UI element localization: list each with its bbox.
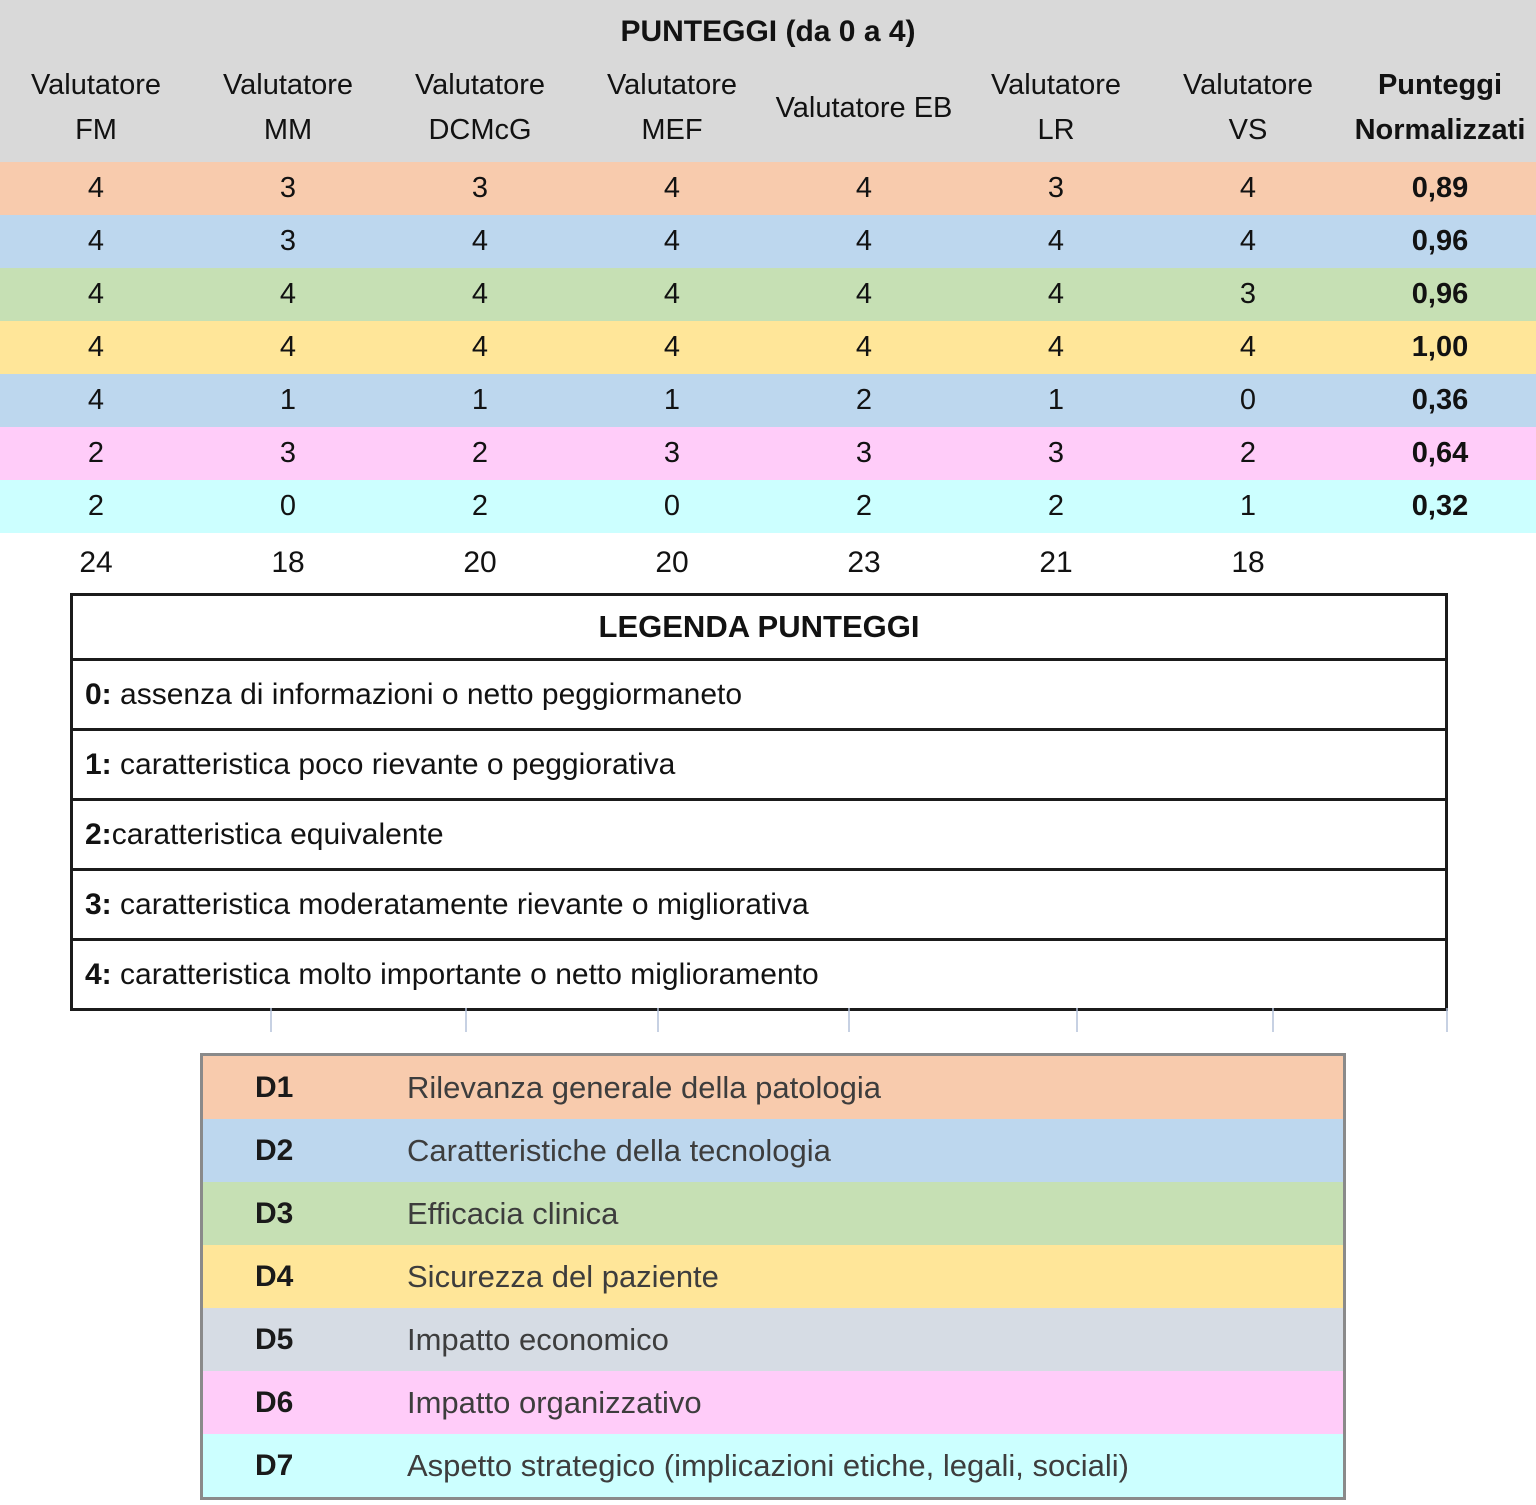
total-cell: 21 [1039,546,1073,579]
dimension-code: D5 [255,1322,294,1356]
dimension-code: D2 [255,1133,294,1167]
score-row-D1 [0,162,1536,215]
total-cell: 23 [847,546,881,579]
column-header-EB: Valutatore EB [775,91,953,124]
score-legend-item-3 [73,871,1445,941]
dimension-label: Impatto economico [407,1321,669,1357]
score-cell: 4 [471,278,489,310]
score-cell: 4 [663,331,681,363]
score-cell: 4 [87,172,105,204]
dimension-code: D4 [255,1259,294,1293]
score-legend-text: caratteristica moderatamente rievante o migliorativa [111,888,809,921]
total-cell: 20 [463,546,497,579]
dimension-code: D1 [255,1070,294,1104]
score-cell: 1 [663,384,681,416]
score-cell: 2 [471,437,489,469]
score-cell: 2 [855,490,873,522]
score-cell: 2 [87,437,105,469]
scores-column-headers [0,58,1536,162]
score-cell: 3 [279,437,297,469]
score-cell: 4 [1047,278,1065,310]
score-cell: 3 [471,172,489,204]
score-legend-key: 4: [85,958,112,991]
score-cell: 4 [663,225,681,257]
score-legend-text: caratteristica poco rievante o peggiorativa [111,748,676,781]
score-row-D2 [0,215,1536,268]
score-legend-key: 0: [85,678,112,711]
score-cell: 4 [471,331,489,363]
score-cell: 4 [87,331,105,363]
score-cell: 4 [279,331,297,363]
dimension-row-D7 [203,1434,1343,1497]
dimension-row-D2 [203,1119,1343,1182]
score-row-D7 [0,480,1536,533]
score-legend-item-2 [73,801,1445,871]
score-cell: 4 [87,225,105,257]
dimension-code: D3 [255,1196,294,1230]
axis-tick [465,1008,467,1032]
dimension-label: Impatto organizzativo [407,1384,702,1420]
score-cell: 4 [855,278,873,310]
score-cell: 3 [1239,278,1257,310]
dimension-row-D5 [203,1308,1343,1371]
score-row-D6 [0,427,1536,480]
axis-tick [1446,1008,1448,1032]
axis-tick [848,1008,850,1032]
score-cell: 4 [1239,172,1257,204]
score-row-D5 [0,374,1536,427]
column-header-normalizzati: Punteggi Normalizzati [1354,69,1526,146]
score-cell: 2 [87,490,105,522]
column-header-DCMcG: Valutatore DCMcG [414,69,546,146]
dimension-label: Sicurezza del paziente [407,1258,719,1294]
score-cell: 4 [87,384,105,416]
score-cell: 4 [1239,331,1257,363]
score-cell: 4 [663,172,681,204]
score-cell: 4 [855,172,873,204]
axis-tick [270,1008,272,1032]
dimension-row-D6 [203,1371,1343,1434]
axis-tick [657,1008,659,1032]
score-legend-key: 1: [85,748,112,781]
score-cell: 1 [1047,384,1065,416]
score-cell: 1 [471,384,489,416]
score-cell: 4 [1047,225,1065,257]
scores-totals-row [0,533,1536,593]
score-cell: 4 [471,225,489,257]
total-cell: 20 [655,546,689,579]
axis-tick [1076,1008,1078,1032]
score-cell: 4 [87,278,105,310]
column-header-MEF: Valutatore MEF [606,69,738,146]
score-cell: 4 [1239,225,1257,257]
score-cell: 2 [855,384,873,416]
score-cell: 4 [279,278,297,310]
score-cell: 0 [279,490,297,522]
score-cell: 2 [1239,437,1257,469]
dimension-row-D4 [203,1245,1343,1308]
dimension-label: Rilevanza generale della patologia [407,1069,881,1105]
normalized-score-cell: 0,89 [1411,172,1469,204]
score-cell: 0 [1239,384,1257,416]
score-cell: 1 [1239,490,1257,522]
score-cell: 3 [855,437,873,469]
score-row-D4 [0,321,1536,374]
score-cell: 1 [279,384,297,416]
score-cell: 3 [663,437,681,469]
score-cell: 4 [1047,331,1065,363]
dimension-row-D3 [203,1182,1343,1245]
total-cell: 24 [79,546,113,579]
score-legend-table [70,593,1448,1011]
score-cell: 2 [1047,490,1065,522]
dimension-label: Aspetto strategico (implicazioni etiche, legali, sociali) [407,1447,1129,1483]
score-cell: 3 [279,172,297,204]
score-cell: 2 [471,490,489,522]
normalized-score-cell: 1,00 [1411,331,1469,363]
dimension-label: Efficacia clinica [407,1195,619,1231]
score-legend-item-1 [73,731,1445,801]
dimension-label: Caratteristiche della tecnologia [407,1132,831,1168]
column-header-FM: Valutatore FM [30,69,162,146]
column-header-MM: Valutatore MM [222,69,354,146]
score-legend-text: caratteristica molto importante o netto miglioramento [111,958,819,991]
score-legend-title: LEGENDA PUNTEGGI [73,596,1445,661]
column-header-LR: Valutatore LR [990,69,1122,146]
score-row-D3 [0,268,1536,321]
dimension-code: D7 [255,1448,294,1482]
axis-tick [1272,1008,1274,1032]
total-cell: 18 [271,546,305,579]
normalized-score-cell: 0,36 [1411,384,1469,416]
score-legend-text: caratteristica equivalente [111,818,444,851]
dimension-row-D1 [203,1056,1343,1119]
score-cell: 3 [1047,172,1065,204]
score-cell: 3 [1047,437,1065,469]
score-legend-items [73,661,1445,1008]
score-cell: 4 [855,331,873,363]
score-legend-text: assenza di informazioni o netto peggiormaneto [111,678,743,711]
score-legend-item-0 [73,661,1445,731]
dimension-code: D6 [255,1385,294,1419]
scores-table-body [0,162,1536,533]
score-legend-key: 2: [85,818,112,851]
normalized-score-cell: 0,32 [1411,490,1469,522]
score-cell: 3 [279,225,297,257]
normalized-score-cell: 0,96 [1411,225,1469,257]
dimension-legend-table [200,1053,1346,1500]
column-header-VS: Valutatore VS [1182,69,1314,146]
scores-table-title: PUNTEGGI (da 0 a 4) [620,15,916,48]
score-cell: 4 [663,278,681,310]
normalized-score-cell: 0,64 [1411,437,1469,469]
scores-table-header [0,0,1536,162]
score-legend-key: 3: [85,888,112,921]
scores-table [0,0,1536,593]
total-cell: 18 [1231,546,1265,579]
normalized-score-cell: 0,96 [1411,278,1469,310]
score-cell: 0 [663,490,681,522]
score-cell: 4 [855,225,873,257]
score-legend-item-4 [73,941,1445,1008]
